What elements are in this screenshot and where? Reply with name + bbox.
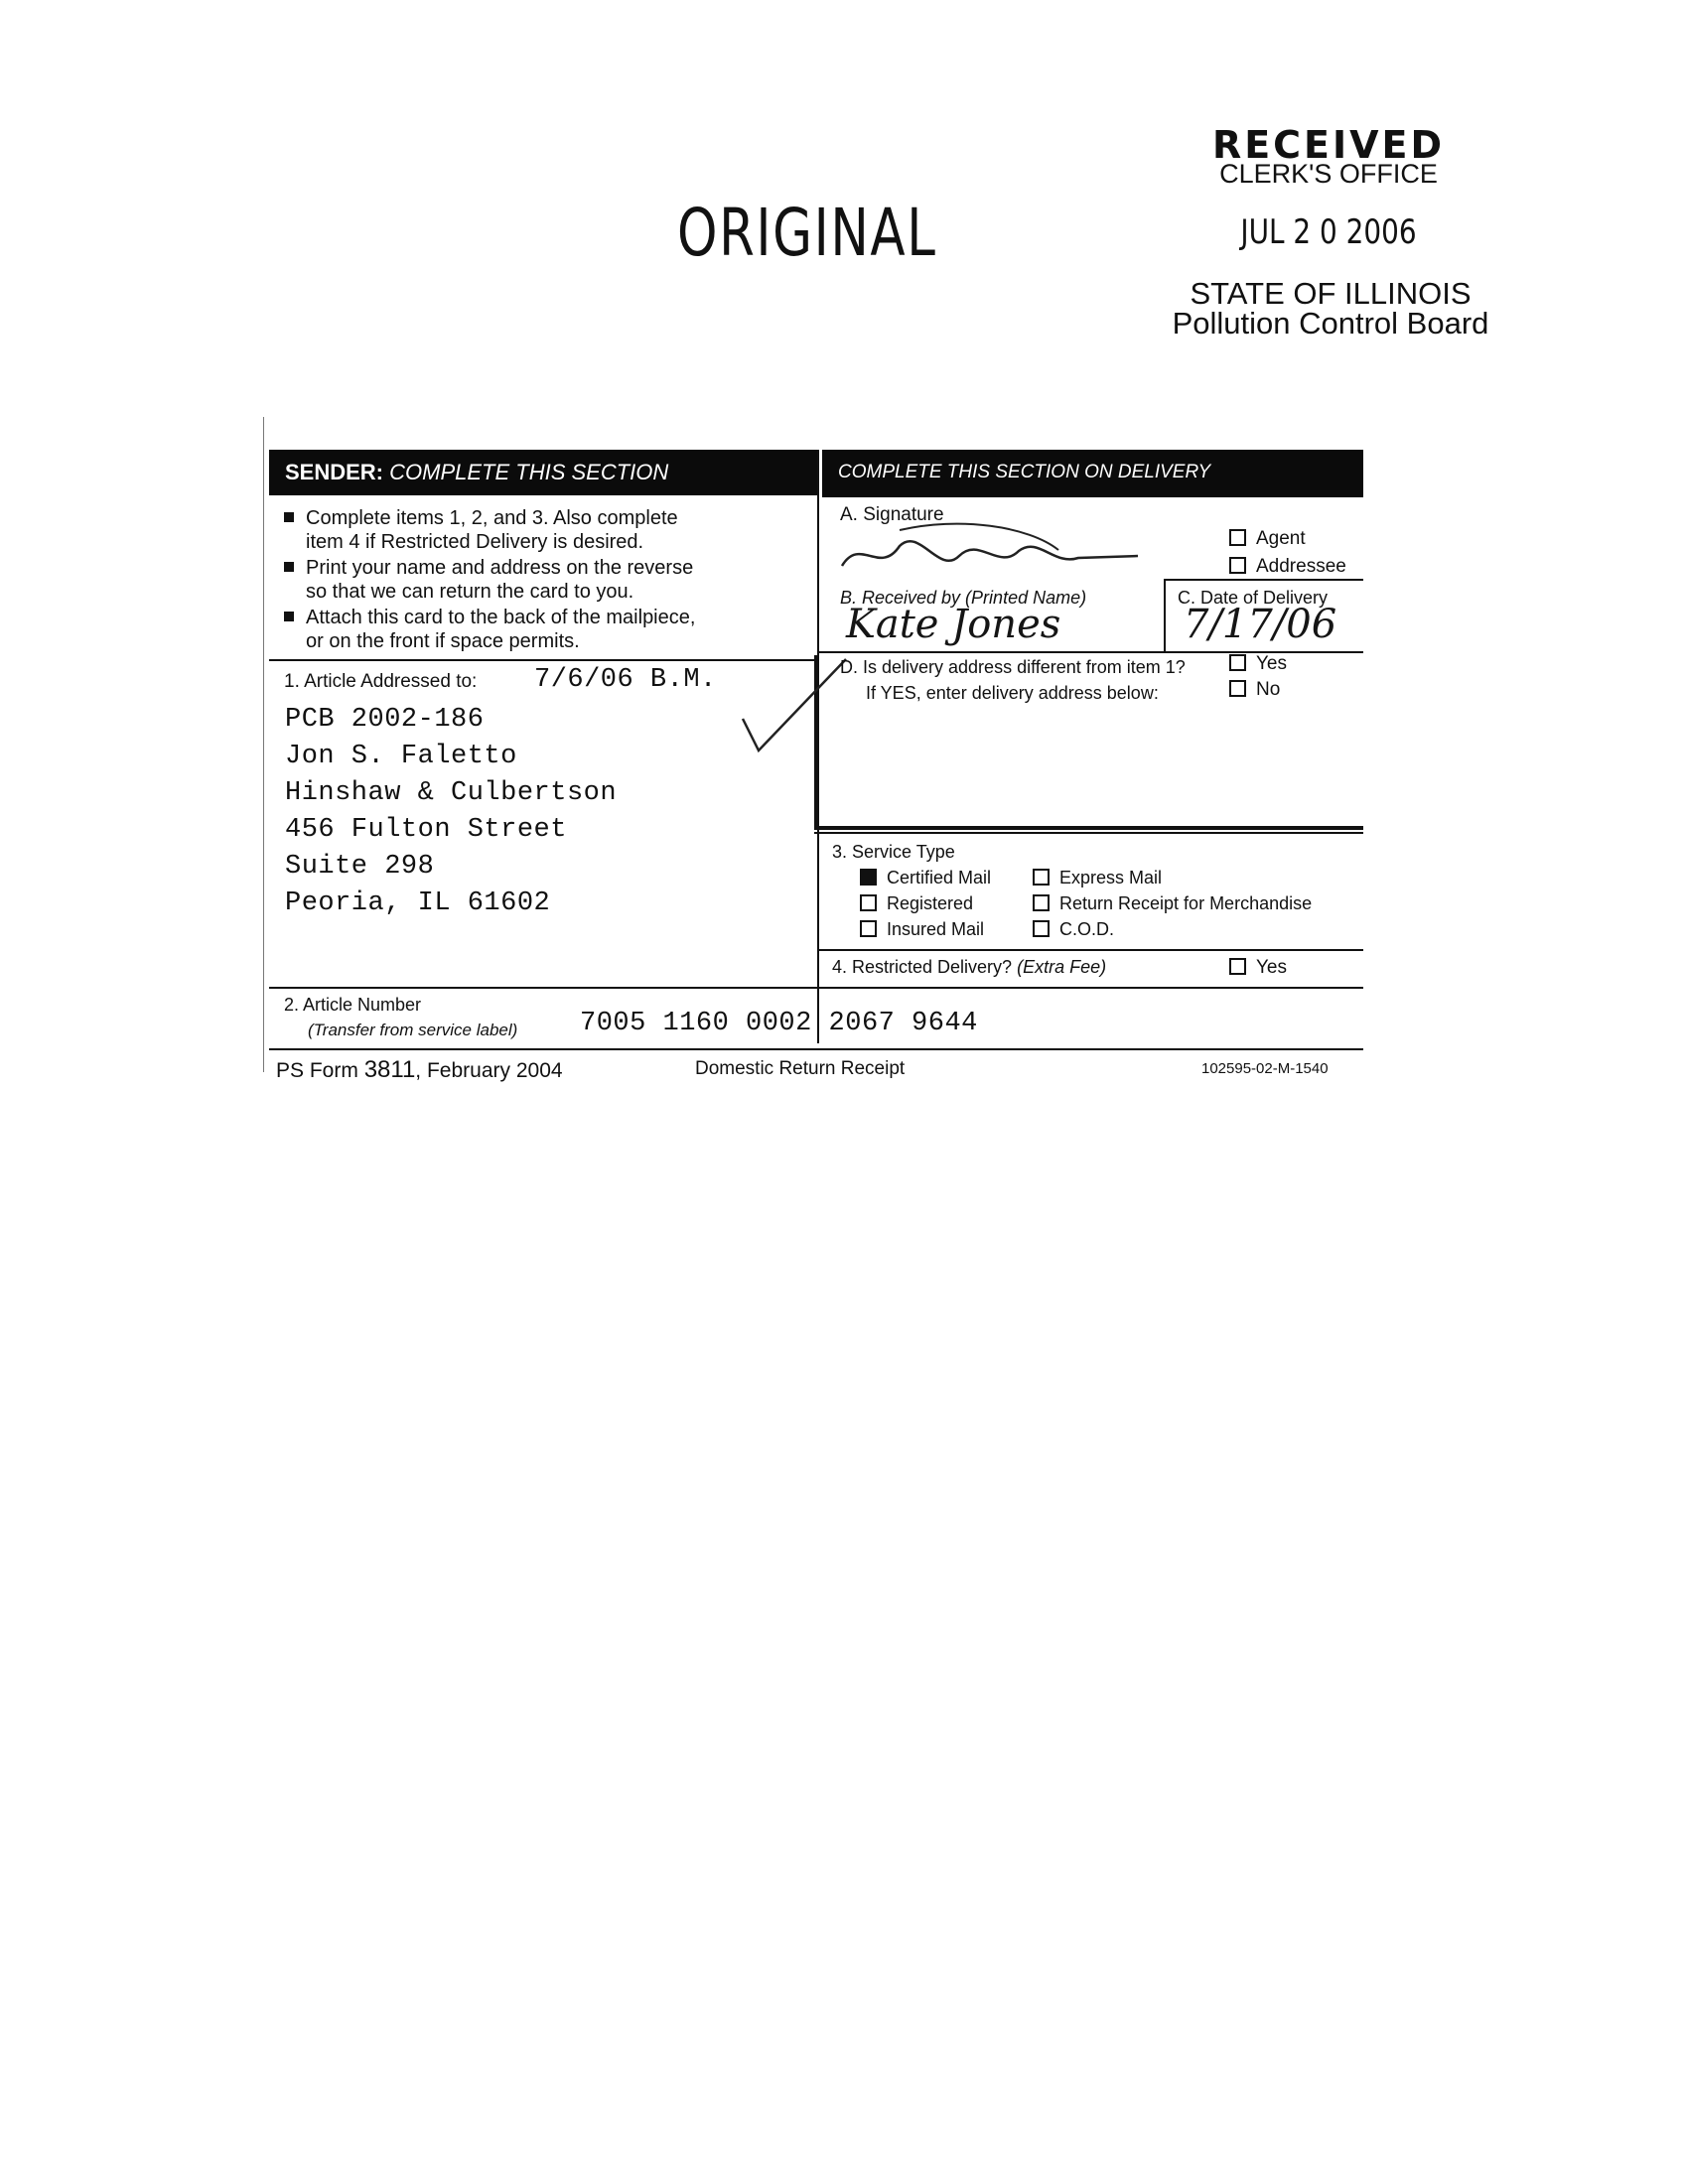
stamp-received: RECEIVED	[1211, 123, 1446, 167]
restricted-yes-checkbox[interactable]	[1229, 958, 1246, 975]
date-of-delivery-label: C. Date of Delivery	[1178, 588, 1329, 608]
d-yes-option[interactable]: Yes	[1229, 653, 1287, 675]
form-code: 102595-02-M-1540	[1201, 1060, 1329, 1077]
restricted-yes-option[interactable]: Yes	[1229, 957, 1287, 979]
delivery-header	[822, 450, 1363, 497]
service-return-receipt[interactable]: Return Receipt for Merchandise	[1033, 893, 1312, 914]
article-addressed-label: 1. Article Addressed to:	[284, 671, 478, 692]
received-by-label: B. Received by (Printed Name)	[840, 588, 1087, 608]
registered-checkbox[interactable]	[860, 894, 877, 911]
service-insured[interactable]: Insured Mail	[860, 919, 984, 940]
d-no-option[interactable]: No	[1229, 679, 1280, 701]
stamp-date: JUL 2 0 2006	[1240, 212, 1417, 252]
address-line-1: PCB 2002-186	[285, 705, 485, 735]
instruction-2: Print your name and address on the reverse	[284, 556, 693, 580]
certified-checkbox[interactable]	[860, 869, 877, 886]
return-receipt-checkbox[interactable]	[1033, 894, 1050, 911]
agent-checkbox[interactable]	[1229, 529, 1246, 546]
restricted-label: 4. Restricted Delivery? (Extra Fee)	[832, 957, 1107, 977]
sender-header-italic: COMPLETE THIS SECTION	[389, 460, 669, 484]
signature-scribble	[840, 516, 1138, 586]
cod-checkbox[interactable]	[1033, 920, 1050, 937]
service-cod[interactable]: C.O.D.	[1033, 919, 1114, 940]
form-title: Domestic Return Receipt	[695, 1058, 906, 1079]
instruction-1: Complete items 1, 2, and 3. Also complete	[284, 506, 678, 530]
address-line-6: Peoria, IL 61602	[285, 888, 551, 918]
sender-header	[269, 450, 817, 495]
agent-option[interactable]: Agent	[1229, 528, 1306, 550]
stamp-office: CLERK'S OFFICE	[1219, 159, 1438, 189]
service-express[interactable]: Express Mail	[1033, 868, 1162, 888]
instruction-2b: so that we can return the card to you.	[306, 581, 634, 603]
service-type-label: 3. Service Type	[832, 842, 955, 862]
date-of-delivery-value: 7/17/06	[1184, 602, 1337, 647]
article-note: 7/6/06 B.M.	[534, 665, 717, 695]
insured-checkbox[interactable]	[860, 920, 877, 937]
addressee-checkbox[interactable]	[1229, 557, 1246, 574]
stamp-board: Pollution Control Board	[1172, 306, 1489, 341]
sender-header-bold: SENDER:	[285, 460, 384, 484]
form-id: PS Form 3811, February 2004	[276, 1056, 563, 1083]
instruction-3: Attach this card to the back of the mailpiece,	[284, 606, 695, 629]
service-certified[interactable]: Certified Mail	[860, 868, 991, 888]
address-line-3: Hinshaw & Culbertson	[285, 778, 618, 808]
article-number-value: 7005 1160 0002 2067 9644	[580, 1009, 978, 1038]
original-mark: ORIGINAL	[677, 195, 937, 271]
instruction-1b: item 4 if Restricted Delivery is desired.	[306, 531, 644, 553]
instruction-3b: or on the front if space permits.	[306, 630, 580, 652]
stamp-state: STATE OF ILLINOIS	[1190, 276, 1472, 311]
address-line-4: 456 Fulton Street	[285, 815, 567, 845]
article-number-sublabel: (Transfer from service label)	[308, 1021, 518, 1039]
addressee-option[interactable]: Addressee	[1229, 556, 1346, 578]
express-checkbox[interactable]	[1033, 869, 1050, 886]
delivery-header-text: COMPLETE THIS SECTION ON DELIVERY	[838, 462, 1211, 482]
service-registered[interactable]: Registered	[860, 893, 973, 914]
d-ifyes: If YES, enter delivery address below:	[866, 683, 1159, 703]
signature-label: A. Signature	[840, 504, 944, 525]
address-line-5: Suite 298	[285, 852, 435, 882]
check-mark-icon	[735, 655, 854, 764]
article-number-label: 2. Article Number	[284, 995, 422, 1015]
address-line-2: Jon S. Faletto	[285, 742, 517, 771]
d-question: D. Is delivery address different from item 1?	[840, 657, 1186, 677]
d-yes-checkbox[interactable]	[1229, 654, 1246, 671]
received-by-value: Kate Jones	[846, 602, 1061, 647]
d-no-checkbox[interactable]	[1229, 680, 1246, 697]
